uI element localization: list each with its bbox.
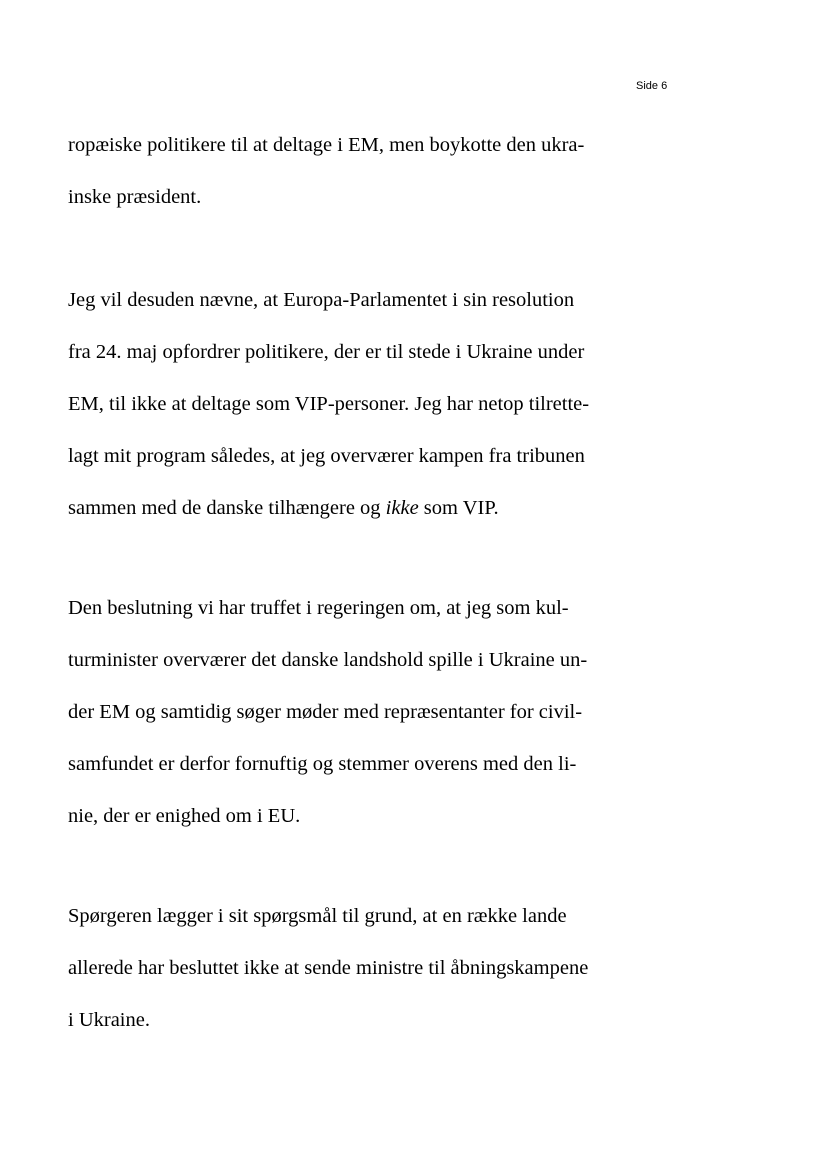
paragraph-4 <box>68 902 588 1058</box>
text-line <box>68 494 589 546</box>
paragraph-1 <box>68 131 584 235</box>
text-line: lagt mit program således, at jeg overværer kampen fra tribunen <box>68 445 585 467</box>
text-line: samfundet er derfor fornuftig og stemmer overens med den li- <box>68 753 577 775</box>
text-line: nie, der er enighed om i EU. <box>68 805 301 827</box>
text-line: allerede har besluttet ikke at sende ministre til åbningskampene <box>68 957 589 979</box>
text-segment: som VIP. <box>418 497 499 519</box>
text-segment: sammen med de danske tilhængere og <box>68 497 386 519</box>
text-line: inske præsident. <box>68 186 202 208</box>
text-line: Spørgeren lægger i sit spørgsmål til grund, at en række lande <box>68 905 567 927</box>
text-line: Den beslutning vi har truffet i regeringen om, at jeg som kul- <box>68 597 569 619</box>
text-line: ropæiske politikere til at deltage i EM, men boykotte den ukra- <box>68 134 585 156</box>
text-line: EM, til ikke at deltage som VIP-personer. Jeg har netop tilrette- <box>68 393 590 415</box>
paragraph-2 <box>68 286 589 546</box>
text-line: turminister overværer det danske landshold spille i Ukraine un- <box>68 649 588 671</box>
text-line: der EM og samtidig søger møder med repræsentanter for civil- <box>68 701 583 723</box>
page-number: Side 6 <box>636 80 668 92</box>
emphasized-word: ikke <box>385 497 419 519</box>
text-line: fra 24. maj opfordrer politikere, der er til stede i Ukraine under <box>68 341 585 363</box>
text-line: i Ukraine. <box>68 1009 150 1031</box>
paragraph-3 <box>68 594 587 854</box>
text-line: Jeg vil desuden nævne, at Europa-Parlamentet i sin resolution <box>68 289 575 311</box>
